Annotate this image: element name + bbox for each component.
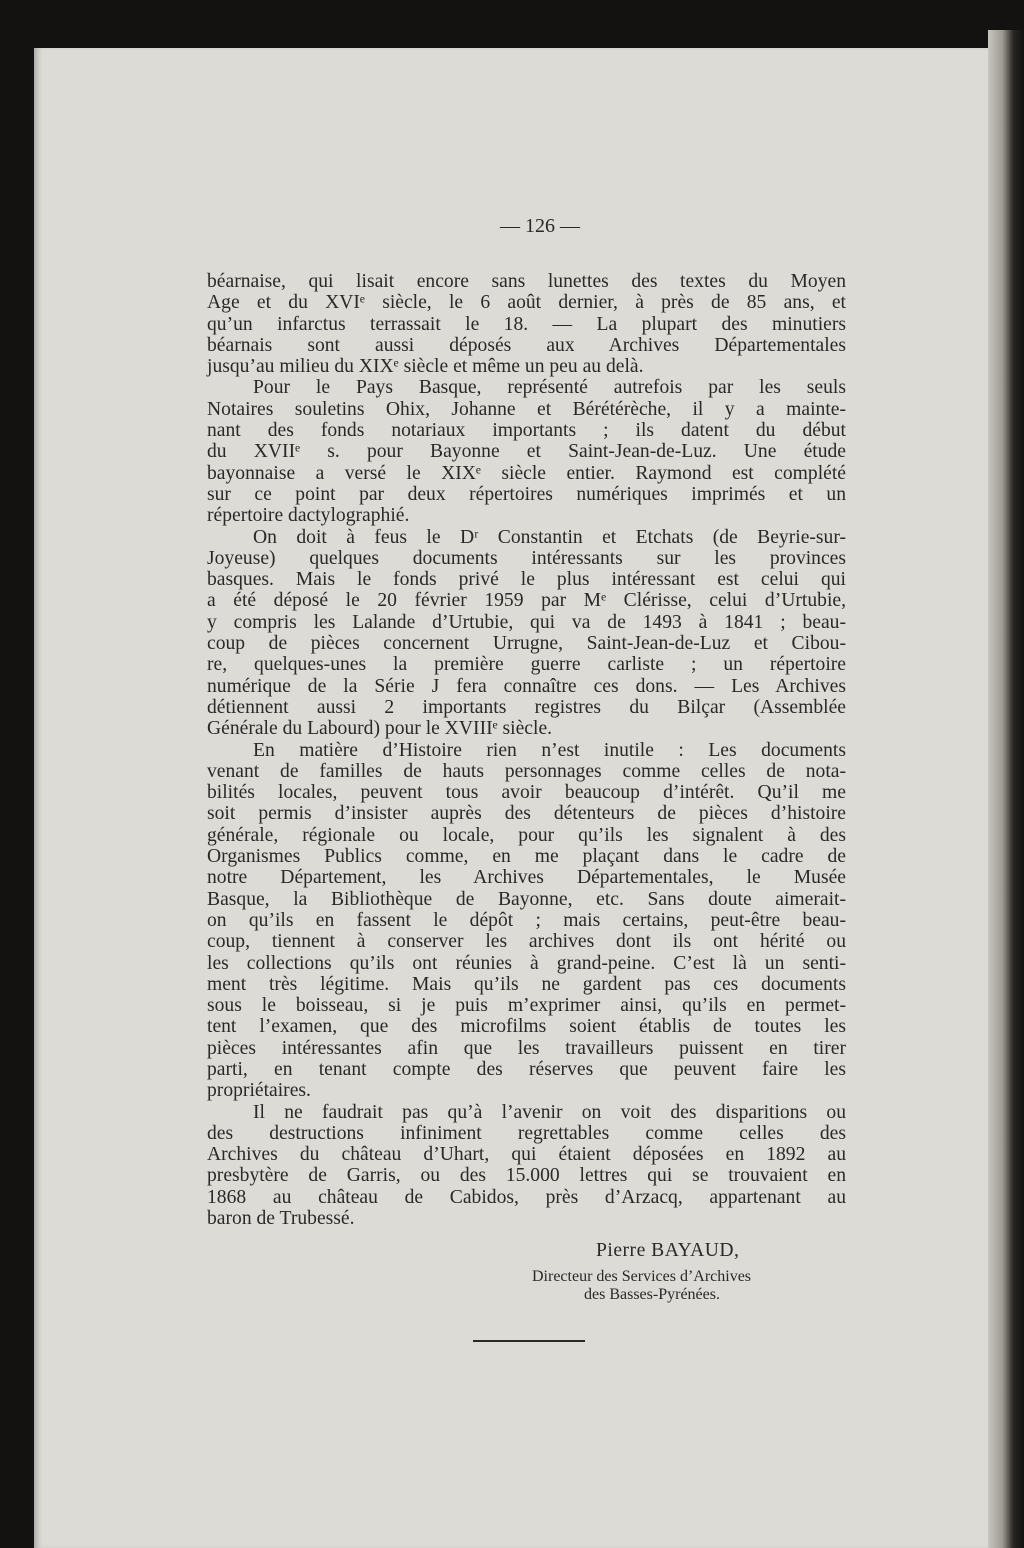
text-line: Organismes Publics comme, en me plaçant dans le cadre de — [207, 846, 846, 868]
text-line: pièces intéressantes afin que les travailleurs puissent en tirer — [207, 1037, 846, 1059]
text-line: ment très légitime. Mais qu’ils ne gardent pas ces documents — [207, 973, 846, 995]
paragraph — [207, 377, 846, 526]
text-line: propriétaires. — [207, 1080, 311, 1102]
text-line: venant de familles de hauts personnages comme celles de nota- — [207, 760, 846, 782]
text-line: Joyeuse) quelques documents intéressants sur les provinces — [207, 547, 846, 569]
text-line: basques. Mais le fonds privé le plus intéressant est celui qui — [207, 569, 846, 591]
paragraph — [207, 271, 846, 377]
text-line: re, quelques-unes la première guerre carliste ; un répertoire — [207, 654, 846, 676]
text-line: Générale du Labourd) pour le XVIIIᵉ siècle. — [207, 718, 553, 740]
text-line: générale, régionale ou locale, pour qu’ils les signalent à des — [207, 824, 846, 846]
text-line: nant des fonds notariaux importants ; ils datent du début — [207, 420, 846, 442]
text-line: jusqu’au milieu du XIXᵉ siècle et même un peu au delà. — [207, 356, 644, 378]
text-line: a été déposé le 20 février 1959 par Mᵉ Clérisse, celui d’Urtubie, — [207, 590, 846, 612]
text-line: tent l’examen, que des microfilms soient établis de toutes les — [207, 1016, 846, 1038]
text-line: du XVIIᵉ s. pour Bayonne et Saint-Jean-de-Luz. Une étude — [207, 441, 846, 463]
signature-title-line2: des Basses-Pyrénées. — [584, 1286, 720, 1303]
text-line: Il ne faudrait pas qu’à l’avenir on voit des disparitions ou — [253, 1101, 846, 1123]
next-page-edge — [988, 30, 1024, 1548]
text-line: baron de Trubessé. — [207, 1208, 355, 1230]
signature-title-line1: Directeur des Services d’Archives — [532, 1268, 752, 1285]
page-number: — 126 — — [500, 215, 580, 237]
text-line: sur ce point par deux répertoires numériques imprimés et un — [207, 483, 846, 505]
body-text — [207, 271, 846, 1229]
text-line: parti, en tenant compte des réserves que peuvent faire les — [207, 1058, 846, 1080]
text-line: bayonnaise a versé le XIXᵉ siècle entier. Raymond est complété — [207, 462, 846, 484]
text-line: sous le boisseau, si je puis m’exprimer ainsi, qu’ils en permet- — [207, 995, 846, 1017]
text-line: béarnais sont aussi déposés aux Archives Départementales — [207, 334, 846, 356]
text-line: presbytère de Garris, ou des 15.000 lettres qui se trouvaient en — [207, 1165, 846, 1187]
text-line: On doit à feus le Dʳ Constantin et Etchats (de Beyrie-sur- — [253, 526, 846, 548]
text-line: notre Département, les Archives Départementales, le Musée — [207, 867, 846, 889]
end-rule — [473, 1340, 585, 1342]
text-line: on qu’ils en fassent le dépôt ; mais certains, peut-être beau- — [207, 909, 846, 931]
text-line: les collections qu’ils ont réunies à grand-peine. C’est là un senti- — [207, 952, 846, 974]
text-line: 1868 au château de Cabidos, près d’Arzacq, appartenant au — [207, 1186, 846, 1208]
text-line: Notaires souletins Ohix, Johanne et Bérétérèche, il y a mainte- — [207, 398, 846, 420]
text-line: y compris les Lalande d’Urtubie, qui va de 1493 à 1841 ; beau- — [207, 611, 846, 633]
paragraph — [207, 527, 846, 740]
paragraph — [207, 1102, 846, 1230]
text-line: soit permis d’insister auprès des détenteurs de pièces d’histoire — [207, 803, 846, 825]
text-line: Basque, la Bibliothèque de Bayonne, etc. Sans doute aimerait- — [207, 888, 846, 910]
text-line: Archives du château d’Uhart, qui étaient déposées en 1892 au — [207, 1144, 846, 1166]
text-line: coup de pièces concernent Urrugne, Saint-Jean-de-Luz et Cibou- — [207, 633, 846, 655]
text-line: En matière d’Histoire rien n’est inutile : Les documents — [253, 739, 846, 761]
text-line: Pour le Pays Basque, représenté autrefois par les seuls — [253, 377, 846, 399]
signature-name: Pierre BAYAUD, — [596, 1240, 740, 1261]
text-line: des destructions infiniment regrettables comme celles des — [207, 1122, 846, 1144]
paragraph — [207, 740, 846, 1102]
text-line: béarnaise, qui lisait encore sans lunettes des textes du Moyen — [207, 271, 846, 292]
text-line: détiennent aussi 2 importants registres du Bilçar (Assemblée — [207, 696, 846, 718]
text-line: Age et du XVIᵉ siècle, le 6 août dernier, à près de 85 ans, et — [207, 292, 846, 314]
text-line: coup, tiennent à conserver les archives dont ils ont hérité ou — [207, 931, 846, 953]
text-line: qu’un infarctus terrassait le 18. — La plupart des minutiers — [207, 313, 846, 335]
text-line: numérique de la Série J fera connaître ces dons. — Les Archives — [207, 675, 846, 697]
text-line: répertoire dactylographié. — [207, 505, 410, 527]
text-line: bilités locales, peuvent tous avoir beaucoup d’intérêt. Qu’il me — [207, 782, 846, 804]
